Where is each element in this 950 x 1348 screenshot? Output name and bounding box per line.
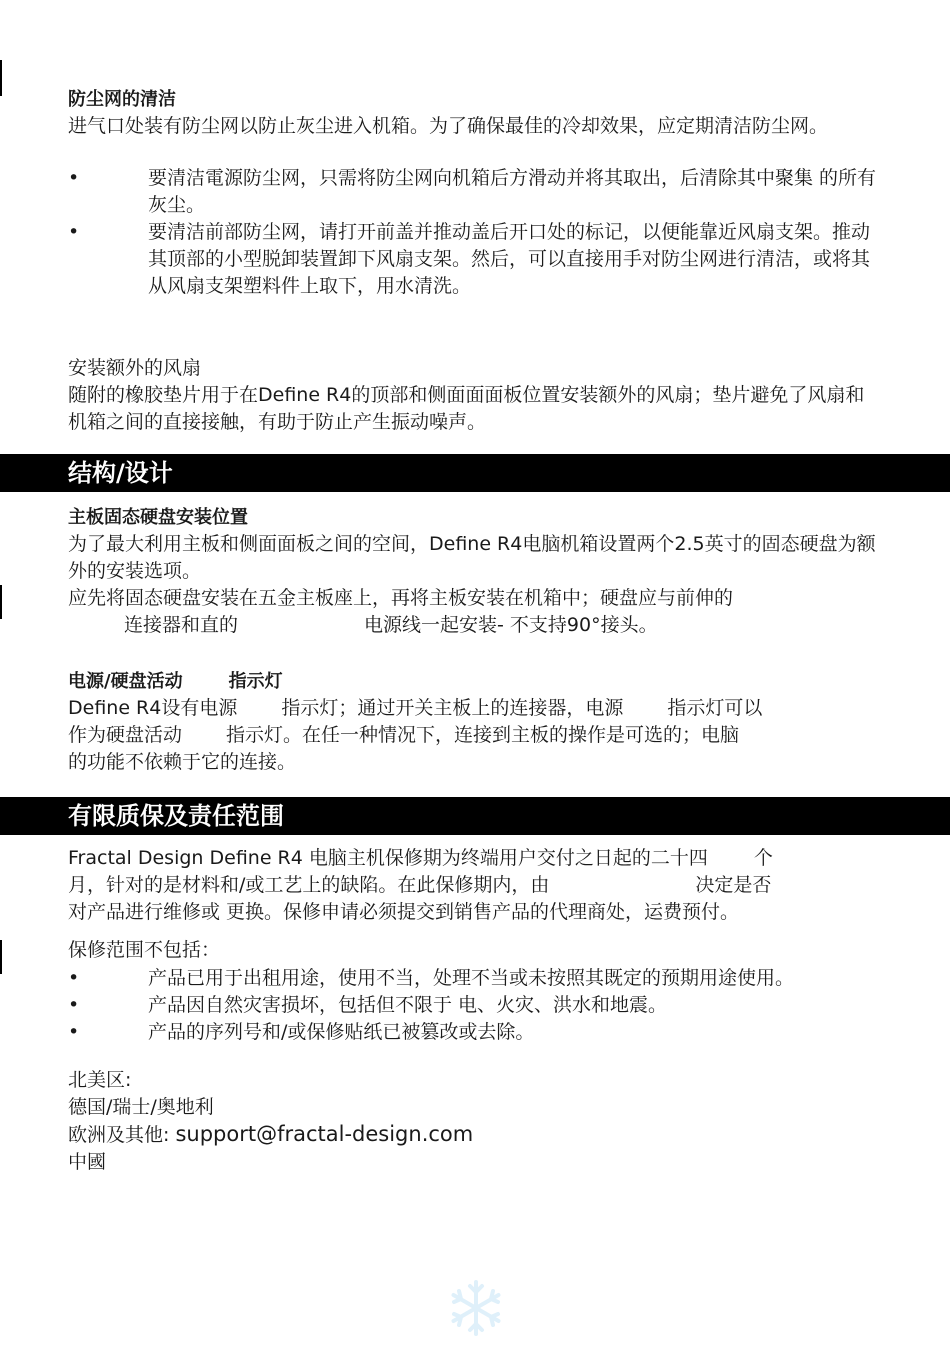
snowflake-icon [446,1278,506,1338]
contact-germany: 德国/瑞士/奥地利 [68,1096,214,1118]
dust-filter-intro: 进气口处装有防尘网以防止灰尘进入机箱。为了确保最佳的冷却效果，应定期清洁防尘网。 [68,115,829,137]
exclusions-heading: 保修范围不包括： [68,939,221,961]
contact-china: 中國 [68,1151,107,1173]
extra-fans-heading: 安装额外的风扇 [68,357,202,379]
led-heading [68,668,880,695]
led-text-part: 指示灯。在任一种情况下，连接到主板的操作是可选的；电脑 [226,724,740,746]
list-item: • 要清洁前部防尘网，请打开前盖并推动盖后开口处的标记，以便能靠近风扇支架。推动其顶部的小型脱卸装置卸下风扇支架。然后，可以直接用手对防尘网进行清洁，或将其从风扇支架塑料件上取下，用水清洗。 [68,219,880,300]
led-text-line: 的功能不依赖于它的连接。 [68,751,297,773]
list-item: • 要清洁電源防尘网，只需将防尘网向机箱后方滑动并将其取出，后清除其中聚集 的所有灰尘。 [68,165,880,219]
extra-fans-text: 随附的橡胶垫片用于在Define R4的顶部和侧面面面板位置安装额外的风扇；垫片避免了风扇和机箱之间的直接接触，有助于防止产生振动噪声。 [68,384,865,433]
extra-fans-section [68,355,880,436]
list-item: • 产品已用于出租用途，使用不当，处理不当或未按照其既定的预期用途使用。 [68,965,880,992]
led-section [68,668,880,776]
led-text-part: 指示灯；通过开关主板上的连接器，电源 [281,697,624,719]
ssd-cable-text: 电源线一起安装- 不支持90°接头。 [364,614,658,636]
margin-mark [0,60,2,96]
contact-europe [68,1121,880,1149]
contacts-section [68,1067,880,1176]
warranty-section [68,845,880,1046]
led-text-line [68,722,880,749]
ssd-heading: 主板固态硬盘安装位置 [68,507,248,528]
list-item: • 产品因自然灾害损坏，包括但不限于 电、火灾、洪水和地震。 [68,992,880,1019]
margin-mark [0,940,2,974]
margin-mark [0,585,2,619]
led-text-line [68,695,880,722]
warranty-line [68,845,880,872]
led-text-part: Define R4设有电源 [68,697,238,719]
list-item: • 产品的序列号和/或保修贴纸已被篡改或去除。 [68,1019,880,1046]
section-bar-warranty: 有限质保及责任范围 [0,797,950,835]
contact-north-america: 北美区: [68,1069,132,1091]
ssd-text-2: 应先将固态硬盘安装在五金主板座上，再将主板安装在机箱中；硬盘应与前伸的 [68,587,734,609]
led-heading-part: 电源/硬盘活动 [68,671,183,692]
led-heading-part: 指示灯 [228,671,283,692]
support-email-link[interactable]: support@fractal-design.com [175,1122,474,1146]
ssd-connector-text: 连接器和直的 [124,614,239,636]
ssd-text: 为了最大利用主板和侧面面板之间的空间，Define R4电脑机箱设置两个2.5英寸的固态硬盘为额外的安装选项。 [68,533,876,582]
warranty-text-part: 月，针对的是材料和/或工艺上的缺陷。在此保修期内，由 [68,874,550,896]
section-bar-design: 结构/设计 [0,454,950,492]
warranty-line [68,872,880,899]
contact-europe-label: 欧洲及其他: [68,1124,176,1146]
dust-filter-list [68,165,880,300]
warranty-line: 对产品进行维修或 更换。保修申请必须提交到销售产品的代理商处，运费预付。 [68,901,740,923]
led-text-part: 作为硬盘活动 [68,724,183,746]
warranty-text-part: 决定是否 [695,874,772,896]
exclusions-list [68,965,880,1046]
dust-filter-heading: 防尘网的清洁 [68,89,176,110]
led-text-part: 指示灯可以 [667,697,763,719]
warranty-text-part: Fractal Design Define R4 电脑主机保修期为终端用户交付之日起的二十四 [68,847,708,869]
dust-filter-section [68,86,880,300]
ssd-section [68,504,880,639]
warranty-text-part: 个 [753,847,773,869]
ssd-text-3 [68,612,880,639]
